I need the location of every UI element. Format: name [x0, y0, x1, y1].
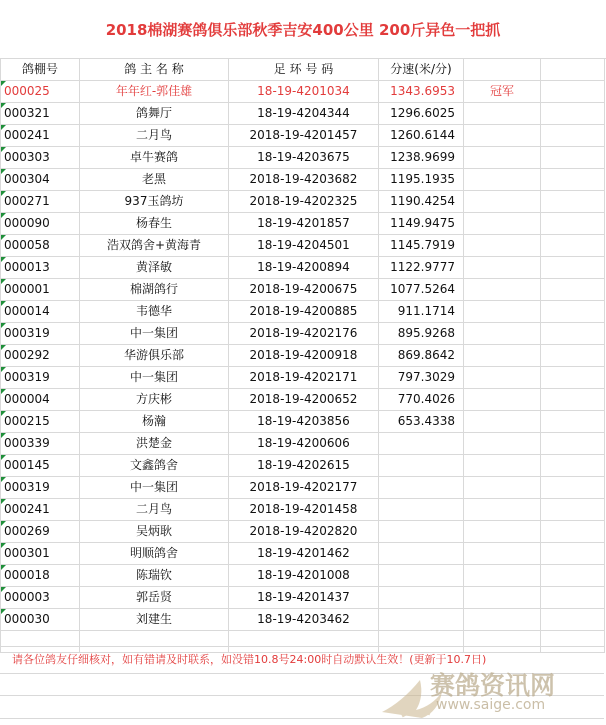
table-row[interactable] — [1, 477, 605, 499]
cell-ring-number[interactable]: 18-19-4200606 — [229, 433, 379, 455]
cell-empty[interactable] — [541, 499, 605, 521]
cell-speed[interactable] — [379, 433, 464, 455]
cell-owner-name[interactable]: 年年红-郭佳雄 — [80, 81, 229, 103]
cell-loft-id[interactable]: 000269 — [1, 521, 80, 543]
table-row[interactable] — [1, 235, 605, 257]
header-extra-2[interactable] — [541, 59, 605, 81]
cell-ring-number[interactable]: 18-19-4203462 — [229, 609, 379, 631]
table-row[interactable] — [1, 257, 605, 279]
cell-speed[interactable] — [379, 609, 464, 631]
cell-speed[interactable]: 1238.9699 — [379, 147, 464, 169]
cell-empty[interactable] — [541, 191, 605, 213]
table-row[interactable] — [1, 213, 605, 235]
page-title: 2018棉湖赛鸽俱乐部秋季吉安400公里 200斤异色一把抓 — [0, 0, 606, 59]
header-row — [1, 59, 605, 81]
cell-speed[interactable]: 770.4026 — [379, 389, 464, 411]
cell-ring-number[interactable]: 18-19-4200894 — [229, 257, 379, 279]
cell-empty[interactable] — [541, 279, 605, 301]
cell-speed[interactable]: 797.3029 — [379, 367, 464, 389]
cell-badge[interactable] — [464, 103, 541, 125]
cell-owner-name[interactable]: 中一集团 — [80, 367, 229, 389]
cell-badge[interactable] — [464, 499, 541, 521]
cell-badge[interactable] — [464, 521, 541, 543]
cell-empty[interactable] — [541, 301, 605, 323]
cell-badge[interactable] — [464, 433, 541, 455]
cell-speed[interactable] — [379, 499, 464, 521]
cell-loft-id[interactable]: 000013 — [1, 257, 80, 279]
cell-owner-name[interactable]: 鸽舞厅 — [80, 103, 229, 125]
cell-ring-number[interactable]: 2018-19-4202325 — [229, 191, 379, 213]
cell-loft-id[interactable]: 000003 — [1, 587, 80, 609]
cell-loft-id[interactable]: 000030 — [1, 609, 80, 631]
cell-ring-number[interactable]: 2018-19-4200918 — [229, 345, 379, 367]
cell-loft-id[interactable]: 000241 — [1, 125, 80, 147]
cell-speed[interactable]: 1122.9777 — [379, 257, 464, 279]
cell-loft-id[interactable]: 000301 — [1, 543, 80, 565]
cell-speed[interactable] — [379, 521, 464, 543]
cell-empty[interactable] — [541, 235, 605, 257]
cell-owner-name[interactable]: 937玉鸽坊 — [80, 191, 229, 213]
cell-ring-number[interactable]: 18-19-4204344 — [229, 103, 379, 125]
cell-loft-id[interactable]: 000058 — [1, 235, 80, 257]
cell-speed[interactable] — [379, 455, 464, 477]
table-row[interactable] — [1, 565, 605, 587]
table-row[interactable] — [1, 345, 605, 367]
cell-loft-id[interactable]: 000303 — [1, 147, 80, 169]
cell-ring-number[interactable]: 18-19-4203675 — [229, 147, 379, 169]
cell-owner-name[interactable]: 二月鸟 — [80, 499, 229, 521]
cell-ring-number[interactable]: 2018-19-4202177 — [229, 477, 379, 499]
table-row[interactable] — [1, 301, 605, 323]
cell-ring-number[interactable]: 2018-19-4200675 — [229, 279, 379, 301]
cell-badge[interactable] — [464, 169, 541, 191]
cell-loft-id[interactable]: 000014 — [1, 301, 80, 323]
cell-owner-name[interactable]: 浩双鸽舍+黄海青 — [80, 235, 229, 257]
cell-ring-number[interactable]: 18-19-4204501 — [229, 235, 379, 257]
cell-empty[interactable] — [541, 389, 605, 411]
cell-empty[interactable] — [541, 411, 605, 433]
cell-empty[interactable] — [541, 455, 605, 477]
table-row[interactable] — [1, 433, 605, 455]
cell-ring-number[interactable]: 18-19-4201437 — [229, 587, 379, 609]
cell-loft-id[interactable]: 000018 — [1, 565, 80, 587]
cell-speed[interactable]: 1190.4254 — [379, 191, 464, 213]
cell-loft-id[interactable]: 000304 — [1, 169, 80, 191]
header-extra[interactable] — [464, 59, 541, 81]
cell-ring-number[interactable]: 18-19-4201034 — [229, 81, 379, 103]
cell-speed[interactable]: 1149.9475 — [379, 213, 464, 235]
cell-speed[interactable]: 1260.6144 — [379, 125, 464, 147]
notice-text: 请各位鸽友仔细核对，如有错请及时联系，如没错10.8号24:00时自动默认生效！(更新于10.7日) — [12, 653, 487, 666]
table-row[interactable] — [1, 455, 605, 477]
cell-badge[interactable] — [464, 587, 541, 609]
cell-ring-number[interactable]: 18-19-4201008 — [229, 565, 379, 587]
cell-empty[interactable] — [541, 323, 605, 345]
header-owner-name[interactable]: 鸽 主 名 称 — [80, 59, 229, 81]
cell-badge[interactable] — [464, 345, 541, 367]
cell-loft-id[interactable]: 000001 — [1, 279, 80, 301]
cell-badge[interactable] — [464, 389, 541, 411]
table-row[interactable] — [1, 411, 605, 433]
table-row[interactable] — [1, 587, 605, 609]
table-row[interactable] — [1, 389, 605, 411]
cell-loft-id[interactable]: 000319 — [1, 477, 80, 499]
cell-empty[interactable] — [541, 565, 605, 587]
cell-ring-number[interactable]: 18-19-4201857 — [229, 213, 379, 235]
cell-owner-name[interactable]: 方庆彬 — [80, 389, 229, 411]
cell-empty[interactable] — [541, 477, 605, 499]
cell-badge[interactable] — [464, 191, 541, 213]
header-speed[interactable]: 分速(米/分) — [379, 59, 464, 81]
cell-loft-id[interactable]: 000319 — [1, 323, 80, 345]
cell-badge[interactable] — [464, 257, 541, 279]
cell-ring-number[interactable]: 2018-19-4202820 — [229, 521, 379, 543]
cell-speed[interactable]: 911.1714 — [379, 301, 464, 323]
table-row[interactable] — [1, 191, 605, 213]
cell-badge[interactable]: 冠军 — [464, 81, 541, 103]
table-row[interactable] — [1, 499, 605, 521]
table-row[interactable] — [1, 147, 605, 169]
header-ring-number[interactable]: 足 环 号 码 — [229, 59, 379, 81]
cell-loft-id[interactable]: 000004 — [1, 389, 80, 411]
cell-empty[interactable] — [541, 125, 605, 147]
table-row[interactable] — [1, 103, 605, 125]
header-loft-id[interactable]: 鸽棚号 — [1, 59, 80, 81]
cell-loft-id[interactable]: 000321 — [1, 103, 80, 125]
cell-ring-number[interactable]: 2018-19-4203682 — [229, 169, 379, 191]
table-row[interactable] — [1, 169, 605, 191]
cell-owner-name[interactable]: 中一集团 — [80, 323, 229, 345]
cell-loft-id[interactable]: 000215 — [1, 411, 80, 433]
cell-ring-number[interactable]: 2018-19-4202176 — [229, 323, 379, 345]
cell-owner-name[interactable]: 明顺鸽舍 — [80, 543, 229, 565]
cell-speed[interactable] — [379, 543, 464, 565]
table-row[interactable] — [1, 543, 605, 565]
cell-badge[interactable] — [464, 279, 541, 301]
cell-owner-name[interactable]: 卓牛赛鸽 — [80, 147, 229, 169]
cell-badge[interactable] — [464, 565, 541, 587]
table-row[interactable] — [1, 367, 605, 389]
cell-empty[interactable] — [541, 103, 605, 125]
table-row[interactable] — [1, 125, 605, 147]
table-row[interactable] — [1, 609, 605, 631]
cell-speed[interactable] — [379, 587, 464, 609]
cell-empty[interactable] — [541, 609, 605, 631]
cell-loft-id[interactable]: 000090 — [1, 213, 80, 235]
cell-badge[interactable] — [464, 609, 541, 631]
cell-badge[interactable] — [464, 147, 541, 169]
cell-loft-id[interactable]: 000319 — [1, 367, 80, 389]
cell-badge[interactable] — [464, 367, 541, 389]
cell-loft-id[interactable]: 000025 — [1, 81, 80, 103]
cell-owner-name[interactable]: 二月鸟 — [80, 125, 229, 147]
cell-owner-name[interactable]: 老黑 — [80, 169, 229, 191]
cell-owner-name[interactable]: 杨春生 — [80, 213, 229, 235]
cell-loft-id[interactable]: 000292 — [1, 345, 80, 367]
table-row[interactable] — [1, 323, 605, 345]
cell-owner-name[interactable]: 刘建生 — [80, 609, 229, 631]
cell-badge[interactable] — [464, 213, 541, 235]
cell-speed[interactable]: 1343.6953 — [379, 81, 464, 103]
cell-loft-id[interactable]: 000339 — [1, 433, 80, 455]
cell-owner-name[interactable]: 中一集团 — [80, 477, 229, 499]
cell-owner-name[interactable]: 郭岳贤 — [80, 587, 229, 609]
cell-speed[interactable]: 1145.7919 — [379, 235, 464, 257]
table-row[interactable] — [1, 521, 605, 543]
cell-empty[interactable] — [541, 213, 605, 235]
cell-empty[interactable] — [541, 543, 605, 565]
cell-loft-id[interactable]: 000241 — [1, 499, 80, 521]
cell-empty[interactable] — [541, 345, 605, 367]
cell-empty[interactable] — [541, 81, 605, 103]
cell-ring-number[interactable]: 18-19-4201462 — [229, 543, 379, 565]
cell-badge[interactable] — [464, 411, 541, 433]
cell-ring-number[interactable]: 18-19-4203856 — [229, 411, 379, 433]
cell-speed[interactable]: 1296.6025 — [379, 103, 464, 125]
watermark-site-name: 赛鸽资讯网 — [430, 671, 556, 700]
cell-speed[interactable]: 1195.1935 — [379, 169, 464, 191]
cell-owner-name[interactable]: 韦德华 — [80, 301, 229, 323]
cell-owner-name[interactable]: 黄泽敏 — [80, 257, 229, 279]
cell-badge[interactable] — [464, 543, 541, 565]
cell-badge[interactable] — [464, 235, 541, 257]
cell-empty[interactable] — [541, 433, 605, 455]
cell-speed[interactable] — [379, 565, 464, 587]
cell-badge[interactable] — [464, 455, 541, 477]
cell-owner-name[interactable]: 文鑫鸽舍 — [80, 455, 229, 477]
cell-loft-id[interactable]: 000145 — [1, 455, 80, 477]
cell-empty[interactable] — [541, 521, 605, 543]
cell-ring-number[interactable]: 2018-19-4200885 — [229, 301, 379, 323]
cell-empty[interactable] — [541, 257, 605, 279]
table-row[interactable] — [1, 279, 605, 301]
cell-owner-name[interactable]: 吴炳耿 — [80, 521, 229, 543]
cell-badge[interactable] — [464, 477, 541, 499]
cell-ring-number[interactable]: 2018-19-4202171 — [229, 367, 379, 389]
cell-badge[interactable] — [464, 323, 541, 345]
cell-speed[interactable]: 895.9268 — [379, 323, 464, 345]
cell-loft-id[interactable]: 000271 — [1, 191, 80, 213]
table-row[interactable] — [1, 81, 605, 103]
cell-empty[interactable] — [541, 587, 605, 609]
cell-ring-number[interactable]: 2018-19-4201458 — [229, 499, 379, 521]
cell-owner-name[interactable]: 洪楚金 — [80, 433, 229, 455]
cell-owner-name[interactable]: 华游俱乐部 — [80, 345, 229, 367]
cell-speed[interactable]: 1077.5264 — [379, 279, 464, 301]
cell-empty[interactable] — [541, 147, 605, 169]
cell-speed[interactable]: 869.8642 — [379, 345, 464, 367]
watermark-url: www.saige.com — [436, 697, 546, 713]
cell-badge[interactable] — [464, 125, 541, 147]
cell-ring-number[interactable]: 18-19-4202615 — [229, 455, 379, 477]
cell-owner-name[interactable]: 杨瀚 — [80, 411, 229, 433]
results-table — [0, 58, 605, 653]
cell-speed[interactable] — [379, 477, 464, 499]
cell-owner-name[interactable]: 陈瑞钦 — [80, 565, 229, 587]
cell-empty[interactable] — [541, 367, 605, 389]
cell-empty[interactable] — [541, 169, 605, 191]
cell-owner-name[interactable]: 棉湖鸽行 — [80, 279, 229, 301]
cell-badge[interactable] — [464, 301, 541, 323]
cell-ring-number[interactable]: 2018-19-4201457 — [229, 125, 379, 147]
cell-speed[interactable]: 653.4338 — [379, 411, 464, 433]
cell-ring-number[interactable]: 2018-19-4200652 — [229, 389, 379, 411]
